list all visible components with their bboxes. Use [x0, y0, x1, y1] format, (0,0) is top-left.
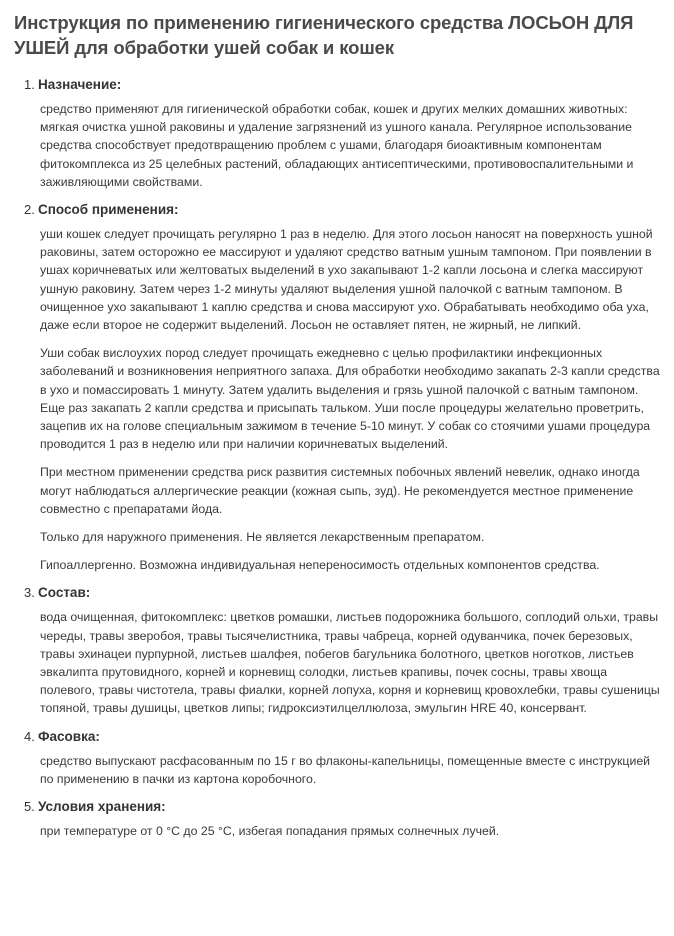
section-heading: Фасовка: — [38, 728, 100, 744]
section-number: 5. — [24, 799, 35, 815]
section-heading: Способ применения: — [38, 202, 179, 218]
section-packaging — [14, 728, 660, 788]
section-paragraph: Уши собак вислоухих пород следует прочищать ежедневно с целью профилактики инфекционных заболеваний и возникновения неприятного запаха. Для обработки необходимо закапать 2-3 капли средства в ухо и помассировать 1 минуту. Затем удалить выделения и грязь ушной палочкой с ватным тампоном. Еще раз закапать 2 капли средства и присыпать тальком. Уши после процедуры желательно проветрить, зацепив их на голове специальным зажимом в течение 5-10 минут. У собак со стоячими ушами процедура проводится 1 раз в неделю или при наличии коричневатых выделений. — [40, 346, 660, 452]
section-paragraph: Гипоаллергенно. Возможна индивидуальная непереносимость отдельных компонентов средства. — [40, 558, 600, 573]
sections-list — [14, 76, 660, 840]
section-number: 1. — [24, 77, 35, 92]
section-paragraph: при температуре от 0 °С до 25 °С, избегая попадания прямых солнечных лучей. — [40, 824, 500, 839]
section-paragraph: средство применяют для гигиенической обработки собак, кошек и других мелких домашних животных: мягкая очистка ушной раковины и удаление загрязнений из ушного канала. Регулярное использование средства способствует предотвращению проблем с ушами, благодаря биоактивным компонентам фитокомплекса из 25 целебных растений, обладающих антисептическими, противовоспалительными и заживляющими свойствами. — [40, 102, 634, 189]
section-usage — [14, 201, 660, 574]
section-number: 3. — [24, 585, 35, 601]
section-heading: Назначение: — [38, 77, 122, 92]
section-paragraph: вода очищенная, фитокомплекс: цветков ромашки, листьев подорожника большого, соплодий ольхи, травы череды, травы зверобоя, травы тысячелистника, травы чабреца, корней одуванчика, почек березовых, травы эхинацеи пурпурной, листьев шалфея, побегов багульника болотного, цветков ноготков, листьев эвкалипта прутовидного, корней и корневищ солодки, листьев крапивы, почек сосны, травы хвоща полевого, травы чистотела, травы фиалки, корней лопуха, корня и корневищ кровохлебки, травы сушеницы топяной, травы душицы, цветков липы; гидроксиэтилцеллюлоза, эмульгин HRE 40, консервант. — [40, 610, 660, 716]
section-storage — [14, 798, 660, 840]
section-heading: Условия хранения: — [38, 799, 166, 815]
section-purpose — [14, 76, 660, 191]
section-number: 2. — [24, 202, 35, 218]
section-paragraph: средство выпускают расфасованным по 15 г во флаконы-капельницы, помещенные вместе с инструкцией по применению в пачки из картона коробочного. — [40, 753, 651, 786]
section-paragraph: уши кошек следует прочищать регулярно 1 раз в неделю. Для этого лосьон наносят на поверхность ушной раковины, затем осторожно ее массируют и удаляют средство ватным ушным тампоном. При появлении в ушах коричневатых или желтоватых выделений в ухо закапывают 1-2 капли лосьона и слегка массируют ушную раковину. Затем через 1-2 минуты удаляют выделения ушной палочкой с ватным тампоном. В очищенное ухо закапывают 1 каплю средства и снова массируют ухо. Обрабатывать необходимо оба уха, даже если второе не содержит выделений. Лосьон не оставляет пятен, не жирный, не липкий. — [40, 227, 653, 333]
section-number: 4. — [24, 728, 35, 744]
section-paragraph: При местном применении средства риск развития системных побочных явлений невелик, однако иногда могут наблюдаться аллергические реакции (кожная сыпь, зуд). Не рекомендуется местное применение совместно с препаратами йода. — [40, 465, 640, 516]
section-composition — [14, 584, 660, 717]
section-paragraph: Только для наружного применения. Не является лекарственным препаратом. — [40, 530, 485, 545]
document-title: Инструкция по применению гигиенического средства ЛОСЬОН ДЛЯ УШЕЙ для обработки ушей собак и кошек — [14, 12, 634, 58]
section-heading: Состав: — [38, 585, 91, 601]
